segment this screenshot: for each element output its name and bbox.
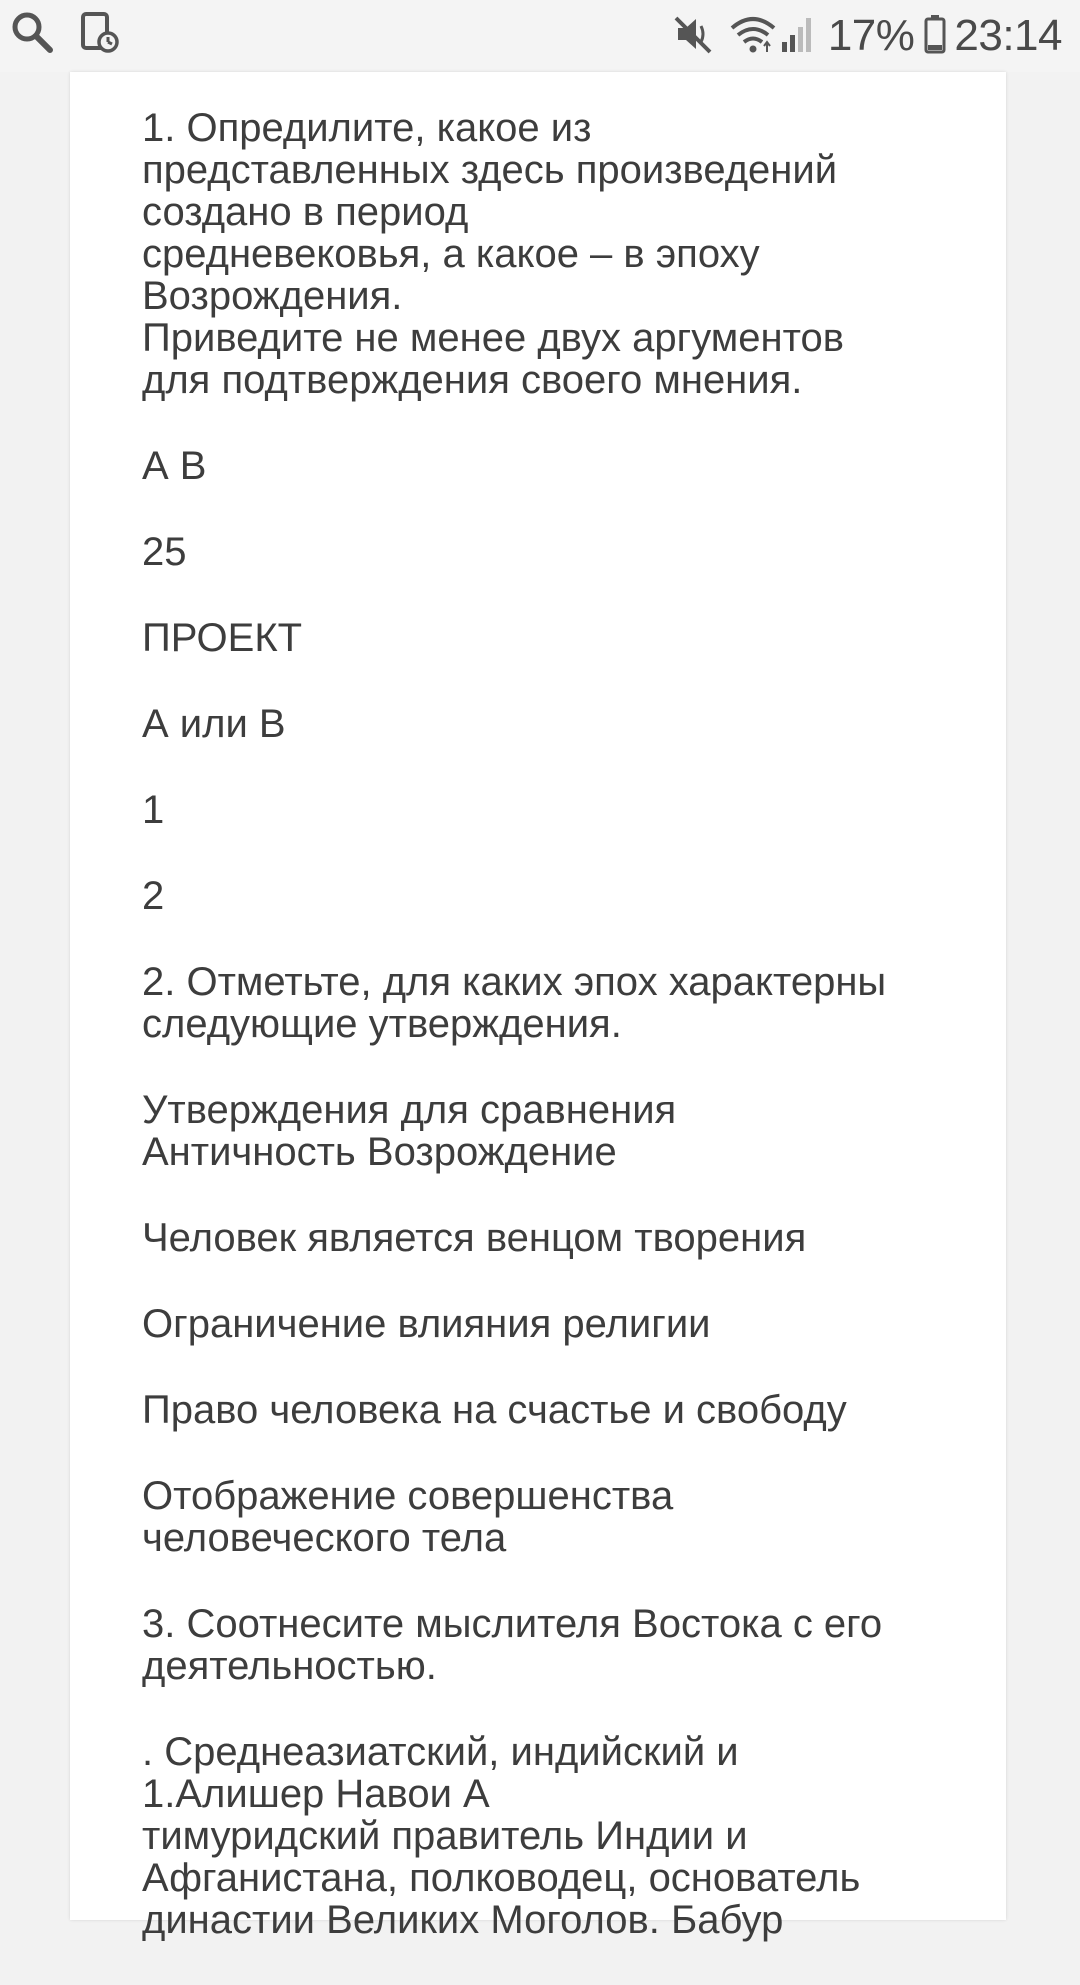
comparison-table-header: Утверждения для сравнения Античность Возрождение	[142, 1088, 677, 1174]
table-cell-a-or-b: А или В	[142, 702, 286, 746]
battery-percent: 17%	[827, 11, 915, 60]
screenshot-icon	[80, 10, 120, 59]
task-3-question: 3. Соотнесите мыслителя Востока с его деятельностью.	[142, 1602, 883, 1688]
mute-icon	[672, 12, 716, 61]
statement-2: Ограничение влияния религии	[142, 1302, 711, 1346]
document-content	[142, 107, 992, 1985]
status-bar	[0, 0, 1080, 72]
table-row-1: 1	[142, 788, 165, 832]
table-header-a-b: А В	[142, 444, 207, 488]
task-2-question: 2. Отметьте, для каких эпох характерны следующие утверждения.	[142, 960, 887, 1046]
table-cell-project: ПРОЕКТ	[142, 616, 303, 660]
table-cell-number: 25	[142, 530, 187, 574]
task-3-matching-text: . Среднеазиатский, индийский и 1.Алишер Навои А тимуридский правитель Индии и Афганистана, полководец, основатель династии Великих Моголов. Бабур	[142, 1730, 861, 1942]
signal-icon	[780, 12, 814, 61]
battery-icon	[924, 12, 946, 61]
table-row-2: 2	[142, 874, 165, 918]
status-bar-left	[10, 10, 120, 59]
document-page[interactable]	[70, 72, 1006, 1942]
search-icon[interactable]	[10, 10, 54, 59]
statement-1: Человек является венцом творения	[142, 1216, 807, 1260]
clock-time: 23:14	[954, 11, 1062, 60]
task-1-question: 1. Опредилите, какое из представленных здесь произведений создано в период средневековья, а какое – в эпоху Возрождения. Приведите не менее двух аргументов для подтверждения своего мнения.	[142, 106, 844, 402]
statement-3: Право человека на счастье и свободу	[142, 1388, 847, 1432]
status-bar-right	[672, 0, 1062, 72]
wifi-icon	[728, 12, 778, 61]
statement-4: Отображение совершенства человеческого тела	[142, 1474, 674, 1560]
